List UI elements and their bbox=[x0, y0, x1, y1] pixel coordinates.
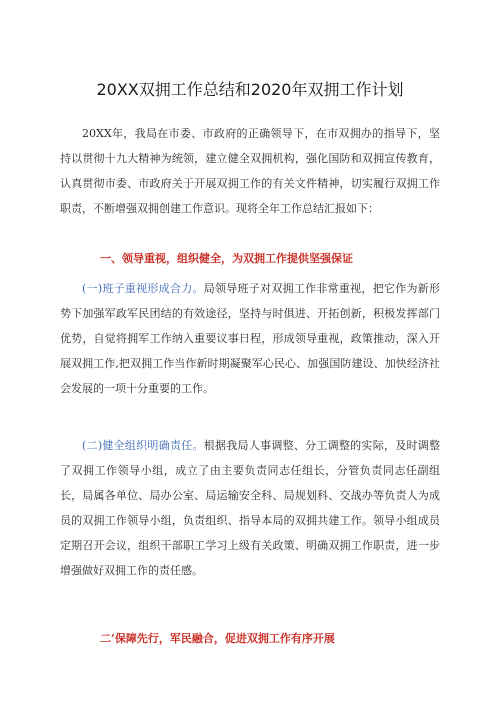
section-1-heading: 一、领导重视，组织健全，为双拥工作提供坚强保证 bbox=[100, 252, 353, 265]
item-1-lead: (一)班子重视形成合力。 bbox=[82, 282, 204, 295]
document-title: 20XX双拥工作总结和2020年双拥工作计划 bbox=[96, 80, 404, 99]
section-1-item-1 bbox=[60, 276, 440, 401]
section-2-heading: 二’保障先行，军民融合，促进双拥工作有序开展 bbox=[100, 632, 335, 645]
intro-paragraph: 20XX年，我局在市委、市政府的正确领导下，在市双拥办的指导下，坚持以贯彻十九大精神为统领，建立健全双拥机构，强化国防和双拥宣传教育，认真贯彻市委、市政府关于开展双拥工作的有关文件精神，切实履行双拥工作职责，不断增强双拥创建工作意识。现将全年工作总结汇报如下： bbox=[60, 127, 440, 215]
item-1-text: 局领导班子对双拥工作非常重视，把它作为新形势下加强军政军民团结的有效途径，坚持与时俱进、开拓创新，积极发挥部门优势，自觉将拥军工作纳入重要议事日程，形成领导重视，政策推动，深入开展双拥工作,把双拥工作当作新时期凝聚军心民心、加强国防建设、加快经济社会发展的一项十分重要的工作。 bbox=[60, 282, 441, 395]
item-2-lead: (二)健全组织明确责任。 bbox=[82, 439, 204, 452]
item-2-text: 根据我局人事调整、分工调整的实际，及时调整了双拥工作领导小组，成立了由主要负责同志任组长，分管负责同志任副组长，局属各单位、局办公室、局运输安全科、局规划科、交战办等负责人为成员的双拥工作领导小组，负责组织、指导本局的双拥共建工作。领导小组成员定期召开会议，组织干部职工学习上级有关政策、明确双拥工作职责，进一步增强做好双拥工作的责任感。 bbox=[60, 439, 441, 577]
section-1-item-2 bbox=[60, 433, 440, 583]
